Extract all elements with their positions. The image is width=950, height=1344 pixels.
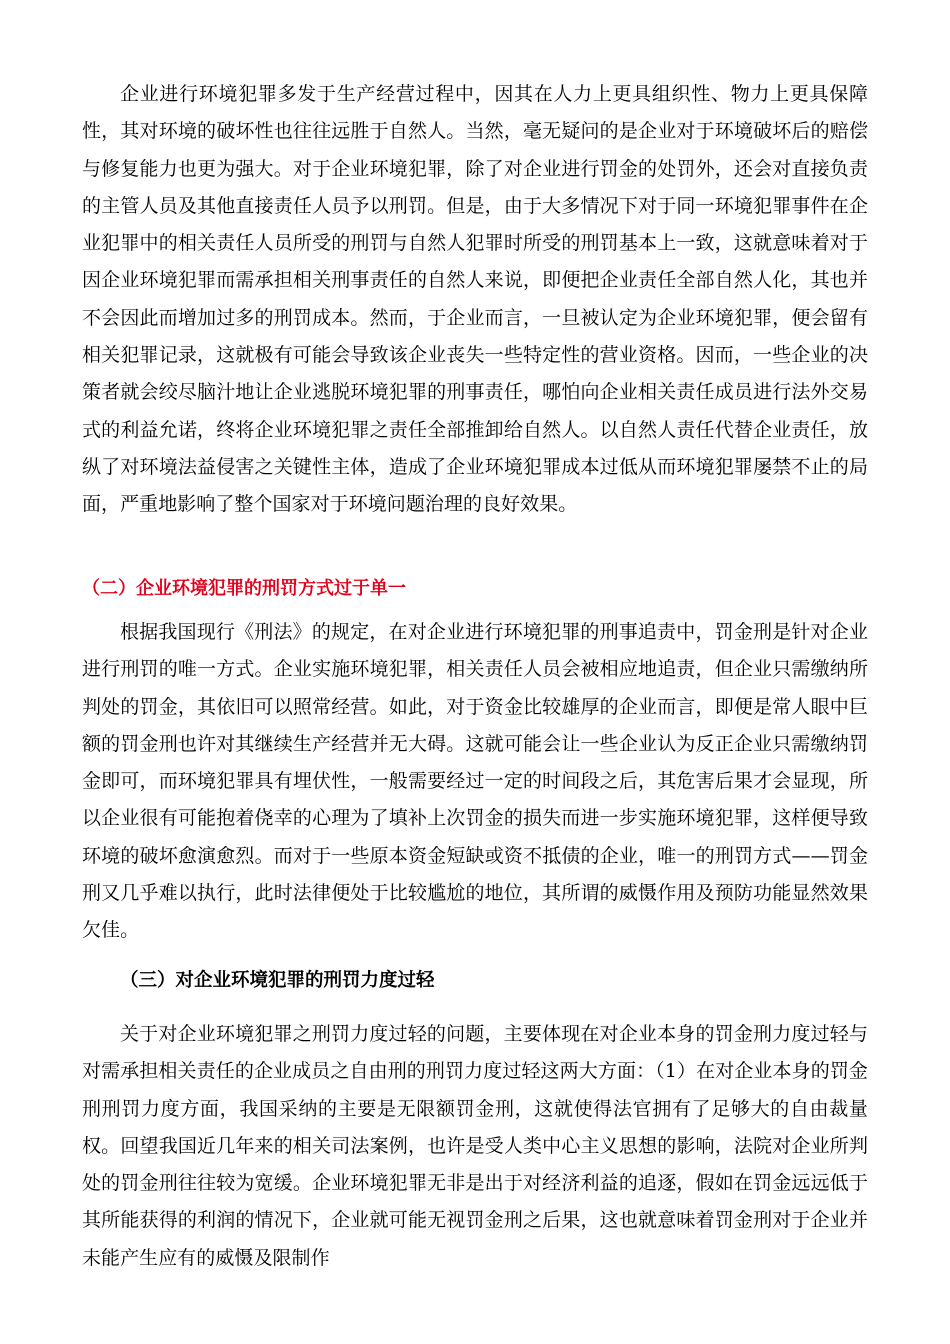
body-paragraph-1: 企业进行环境犯罪多发于生产经营过程中，因其在人力上更具组织性、物力上更具保障性，其对环境的破坏性也往往远胜于自然人。当然，毫无疑问的是企业对于环境破坏后的赔偿与修复能力也更为强大。对于企业环境犯罪，除了对企业进行罚金的处罚外，还会对直接负责的主管人员及其他直接责任人员予以刑罚。但是，由于大多情况下对于同一环境犯罪事件在企业犯罪中的相关责任人员所受的刑罚与自然人犯罪时所受的刑罚基本上一致，这就意味着对于因企业环境犯罪而需承担相关刑事责任的自然人来说，即便把企业责任全部自然人化，其也并不会因此而增加过多的刑罚成本。然而，于企业而言，一旦被认定为企业环境犯罪，便会留有相关犯罪记录，这就极有可能会导致该企业丧失一些特定性的营业资格。因而，一些企业的决策者就会绞尽脑汁地让企业逃脱环境犯罪的刑事责任，哪怕向企业相关责任成员进行法外交易式的利益允诺，终将企业环境犯罪之责任全部推卸给自然人。以自然人责任代替企业责任，放纵了对环境法益侵害之关键性主体，造成了企业环境犯罪成本过低从而环境犯罪屡禁不止的局面，严重地影响了整个国家对于环境问题治理的良好效果。 [82, 83, 868, 516]
body-paragraph-2: 根据我国现行《刑法》的规定，在对企业进行环境犯罪的刑事追责中，罚金刑是针对企业进行刑罚的唯一方式。企业实施环境犯罪，相关责任人员会被相应地追责，但企业只需缴纳所判处的罚金，其依旧可以照常经营。如此，对于资金比较雄厚的企业而言，即便是常人眼中巨额的罚金刑也许对其继续生产经营并无大碍。这就可能会让一些企业认为反正企业只需缴纳罚金即可，而环境犯罪具有埋伏性，一般需要经过一定的时间段之后，其危害后果才会显现，所以企业很有可能抱着侥幸的心理为了填补上次罚金的损失而进一步实施环境犯罪，这样便导致环境的破坏愈演愈烈。而对于一些原本资金短缺或资不抵债的企业，唯一的刑罚方式——罚金刑又几乎难以执行，此时法律便处于比较尴尬的地位，其所谓的威慑作用及预防功能显然效果欠佳。 [82, 621, 868, 942]
section-heading-2: （二）企业环境犯罪的刑罚方式过于单一 [82, 578, 406, 599]
body-paragraph-3: 关于对企业环境犯罪之刑罚力度过轻的问题，主要体现在对企业本身的罚金刑力度过轻与对需承担相关责任的企业成员之自由刑的刑罚力度过轻这两大方面：（1）在对企业本身的罚金刑刑罚力度方面，我国采纳的主要是无限额罚金刑，这就使得法官拥有了足够大的自由裁量权。回望我国近几年来的相关司法案例，也许是受人类中心主义思想的影响，法院对企业所判处的罚金刑往往较为宽缓。企业环境犯罪无非是出于对经济利益的追逐，假如在罚金远远低于其所能获得的利润的情况下，企业就可能无视罚金刑之后果，这也就意味着罚金刑对于企业并未能产生应有的威慑及限制作 [82, 1023, 868, 1269]
section-heading-3: （三）对企业环境犯罪的刑罚力度过轻 [120, 970, 435, 991]
